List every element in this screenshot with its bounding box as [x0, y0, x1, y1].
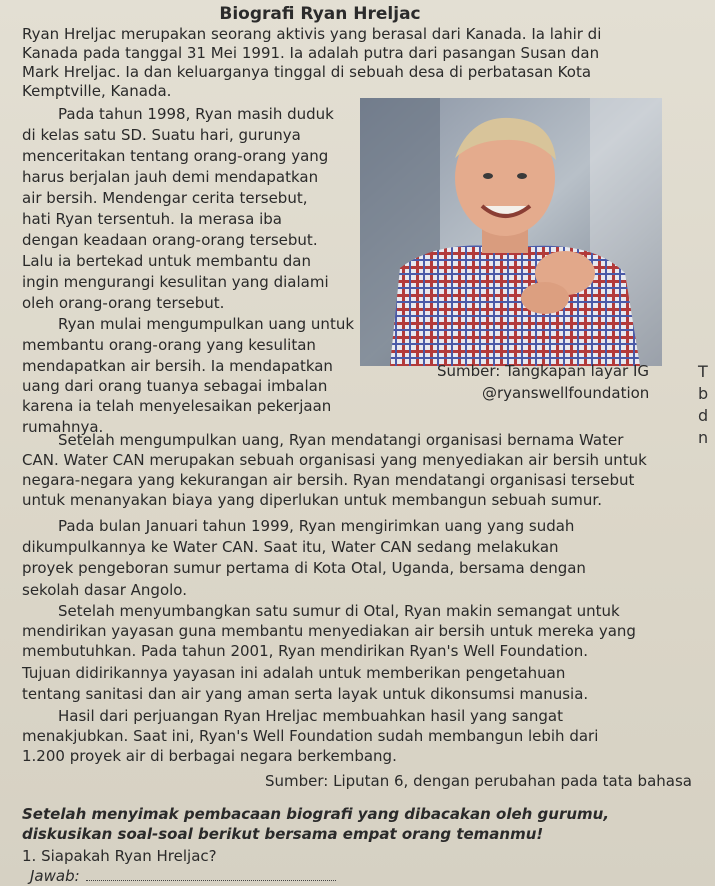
ryan-photo [360, 98, 662, 366]
para4-line-1: Pada bulan Januari tahun 1999, Ryan mengirimkan uang yang sudah [58, 517, 575, 535]
para1-line-1: Pada tahun 1998, Ryan masih duduk [58, 105, 334, 123]
para5-line-4: Tujuan didirikannya yayasan ini adalah untuk memberikan pengetahuan [22, 664, 566, 682]
para5-line-1: Setelah menyumbangkan satu sumur di Otal, Ryan makin semangat untuk [58, 602, 620, 620]
margin-char-1: T [698, 362, 708, 381]
para1-line-10: oleh orang-orang tersebut. [22, 294, 225, 312]
instruction-line-2: diskusikan soal-soal berikut bersama empat orang temanmu! [22, 825, 544, 843]
para1-line-9: ingin mengurangi kesulitan yang dialami [22, 273, 329, 291]
para5-line-3: membutuhkan. Pada tahun 2001, Ryan mendirikan Ryan's Well Foundation. [22, 642, 589, 660]
para1-line-7: dengan keadaan orang-orang tersebut. [22, 231, 318, 249]
answer-label: Jawab: [30, 867, 80, 885]
para2-line-2: membantu orang-orang yang kesulitan [22, 336, 316, 354]
para3-line-2: CAN. Water CAN merupakan sebuah organisasi yang menyediakan air bersih untuk [22, 451, 647, 469]
source-citation: Sumber: Liputan 6, dengan perubahan pada tata bahasa [265, 772, 692, 790]
margin-char-3: d [698, 406, 709, 425]
para4-line-3: proyek pengeboran sumur pertama di Kota Otal, Uganda, bersama dengan [22, 559, 586, 577]
para1-line-4: harus berjalan jauh demi mendapatkan [22, 168, 319, 186]
para2-line-1: Ryan mulai mengumpulkan uang untuk [58, 315, 355, 333]
para1-line-2: di kelas satu SD. Suatu hari, gurunya [22, 126, 301, 144]
para3-line-1: Setelah mengumpulkan uang, Ryan mendatangi organisasi bernama Water [58, 431, 624, 449]
para6-line-2: menakjubkan. Saat ini, Ryan's Well Foundation sudah membangun lebih dari [22, 727, 599, 745]
para1-line-6: hati Ryan tersentuh. Ia merasa iba [22, 210, 282, 228]
para2-line-6: rumahnya. [22, 418, 104, 436]
margin-char-4: n [698, 428, 709, 447]
photo-caption-handle: @ryanswellfoundation [482, 384, 650, 402]
para2-line-3: mendapatkan air bersih. Ia mendapatkan [22, 357, 333, 375]
para3-line-3: negara-negara yang kekurangan air bersih. Ryan mendatangi organisasi tersebut [22, 471, 635, 489]
intro-line-3: Mark Hreljac. Ia dan keluarganya tinggal di sebuah desa di perbatasan Kota [22, 63, 592, 81]
para1-line-3: menceritakan tentang orang-orang yang [22, 147, 329, 165]
para5-line-2: mendirikan yayasan guna membantu menyediakan air bersih untuk mereka yang [22, 622, 636, 640]
photo-caption-source: Sumber: Tangkapan layar IG [437, 362, 650, 380]
answer-line[interactable] [30, 866, 336, 886]
para2-line-5: karena ia telah menyelesaikan pekerjaan [22, 397, 332, 415]
para1-line-8: Lalu ia bertekad untuk membantu dan [22, 252, 311, 270]
para3-line-4: untuk menanyakan biaya yang diperlukan untuk membangun sebuah sumur. [22, 491, 602, 509]
ryan-portrait-image [360, 98, 662, 366]
instruction-line-1: Setelah menyimak pembacaan biografi yang dibacakan oleh gurumu, [22, 805, 610, 823]
margin-char-2: b [698, 384, 709, 403]
intro-line-1: Ryan Hreljac merupakan seorang aktivis yang berasal dari Kanada. Ia lahir di [22, 25, 602, 43]
intro-line-4: Kemptville, Kanada. [22, 82, 172, 100]
document-title: Biografi Ryan Hreljac [219, 4, 421, 24]
para6-line-3: 1.200 proyek air di berbagai negara berkembang. [22, 747, 397, 765]
para6-line-1: Hasil dari perjuangan Ryan Hreljac membuahkan hasil yang sangat [58, 707, 563, 725]
answer-blank[interactable] [86, 870, 336, 881]
para4-line-4: sekolah dasar Angolo. [22, 581, 187, 599]
para1-line-5: air bersih. Mendengar cerita tersebut, [22, 189, 308, 207]
para5-line-5: tentang sanitasi dan air yang aman serta layak untuk dikonsumsi manusia. [22, 685, 589, 703]
para2-line-4: uang dari orang tuanya sebagai imbalan [22, 377, 328, 395]
question-1: 1. Siapakah Ryan Hreljac? [22, 847, 217, 865]
intro-line-2: Kanada pada tanggal 31 Mei 1991. Ia adalah putra dari pasangan Susan dan [22, 44, 600, 62]
para4-line-2: dikumpulkannya ke Water CAN. Saat itu, Water CAN sedang melakukan [22, 538, 559, 556]
